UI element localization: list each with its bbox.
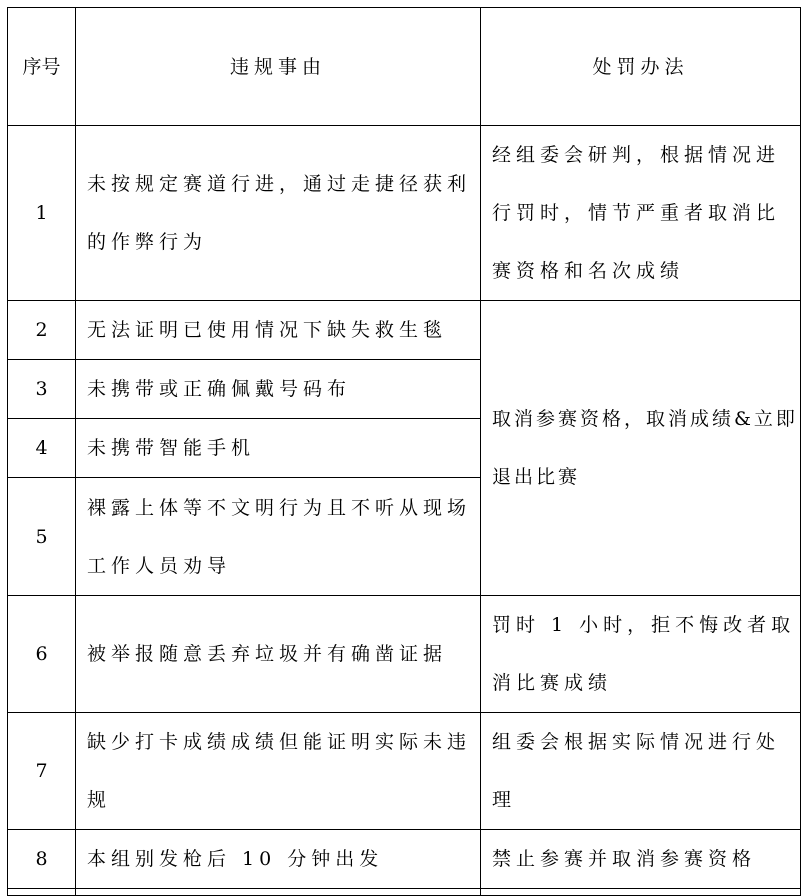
row-index: 7 [8,713,76,830]
row-penalty: 禁止参赛并取消参赛资格 [481,830,801,889]
table-row [8,126,801,301]
row-index: 2 [8,301,76,360]
row-violation: 缺少打卡成绩成绩但能证明实际未违规 [76,713,481,830]
row-violation: 未按规定赛道行进，通过走捷径获利的作弊行为 [76,126,481,301]
row-penalty: 罚时 1 小时，拒不悔改者取消比赛成绩 [481,596,801,713]
row-violation: 被举报随意丢弃垃圾并有确凿证据 [76,596,481,713]
row-penalty: 取消参赛资格，取消成绩&立即退出比赛 [481,301,801,596]
row-index: 4 [8,419,76,478]
table-row [8,301,801,360]
table-row-cut [8,889,801,896]
header-index: 序号 [8,8,76,126]
row-violation: 未携带或正确佩戴号码布 [76,360,481,419]
header-violation: 违规事由 [76,8,481,126]
row-violation: 无法证明已使用情况下缺失救生毯 [76,301,481,360]
row-index: 3 [8,360,76,419]
table-row [8,830,801,889]
table-row [8,596,801,713]
cut-cell [76,889,481,896]
cut-cell [8,889,76,896]
penalty-table [7,7,801,896]
row-index: 8 [8,830,76,889]
row-violation: 本组别发枪后 10 分钟出发 [76,830,481,889]
row-index: 1 [8,126,76,301]
header-penalty: 处罚办法 [481,8,801,126]
row-penalty: 组委会根据实际情况进行处理 [481,713,801,830]
row-violation: 未携带智能手机 [76,419,481,478]
table-row [8,713,801,830]
row-index: 5 [8,478,76,596]
row-penalty: 经组委会研判，根据情况进行罚时，情节严重者取消比赛资格和名次成绩 [481,126,801,301]
header-row [8,8,801,126]
row-violation: 裸露上体等不文明行为且不听从现场工作人员劝导 [76,478,481,596]
cut-cell [481,889,801,896]
row-index: 6 [8,596,76,713]
